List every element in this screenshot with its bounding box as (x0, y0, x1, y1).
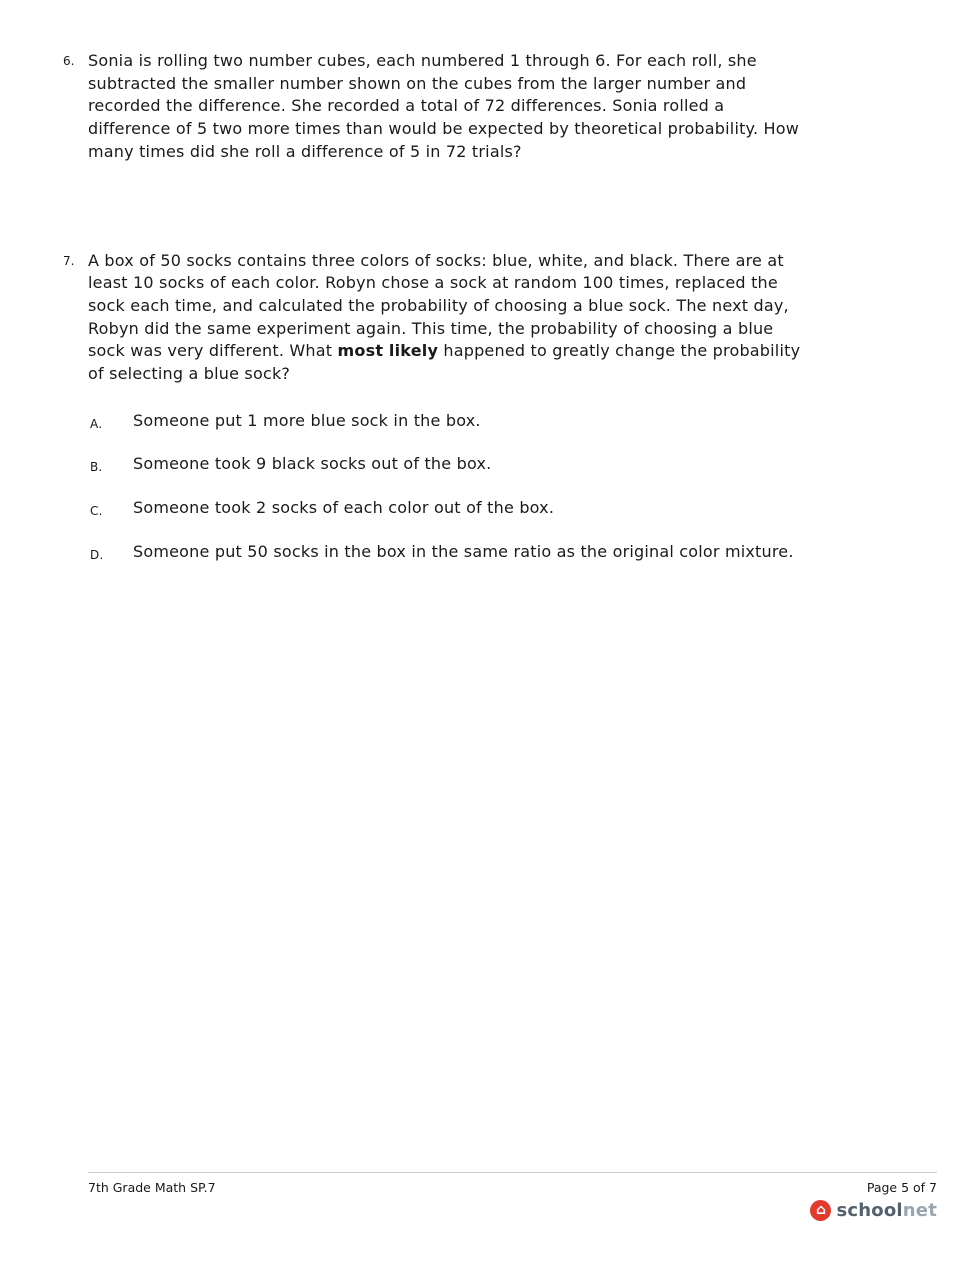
question-7-body (88, 250, 812, 584)
question-7 (63, 250, 979, 584)
question-7-number: 7. (63, 253, 75, 268)
choice-b-text: Someone took 9 black socks out of the box. (133, 454, 492, 474)
schoolnet-house-icon: ⌂ (810, 1200, 831, 1221)
choice-c-letter: C. (90, 504, 103, 519)
question-7-text-after: happened to greatly change the probability of selecting a blue sock? (88, 341, 801, 384)
choice-a-text: Someone put 1 more blue sock in the box. (133, 410, 481, 430)
choice-a (88, 409, 812, 436)
choice-d (88, 540, 812, 567)
footer-page-number: Page 5 of 7 (866, 1180, 937, 1195)
question-7-text (88, 251, 800, 384)
question-6 (63, 50, 979, 164)
page-content (0, 0, 979, 584)
choice-a-letter: A. (90, 416, 103, 431)
choice-c (88, 496, 812, 523)
question-7-text-before: A box of 50 socks contains three colors of socks: blue, white, and black. There are at least 10 socks of each color. Robyn chose a sock at random 100 times, replaced the sock each time, and calculated the probability of choosing a blue sock. The next day, Robyn did the same experiment again. This time, the probability of choosing a blue sock was very different. What (88, 250, 789, 361)
schoolnet-logo-school: school (836, 1200, 903, 1221)
question-6-body (88, 50, 812, 164)
choice-b (88, 452, 812, 479)
question-6-text: Sonia is rolling two number cubes, each numbered 1 through 6. For each roll, she subtracted the smaller number shown on the cubes from the larger number and recorded the difference. She recorded a total of 72 differences. Sonia rolled a difference of 5 two more times than would be expected by theoretical probability. How many times did she roll a difference of 5 in 72 trials? (88, 51, 800, 161)
footer-doc-title: 7th Grade Math SP.7 (88, 1180, 216, 1195)
schoolnet-logo (810, 1200, 937, 1221)
choice-d-text: Someone put 50 socks in the box in the same ratio as the original color mixture. (133, 541, 794, 561)
choice-d-letter: D. (90, 547, 104, 562)
answer-choices (88, 409, 812, 567)
page-footer (88, 1172, 937, 1221)
choice-b-letter: B. (90, 460, 103, 475)
schoolnet-logo-text (836, 1200, 937, 1221)
footer-row (88, 1173, 937, 1195)
schoolnet-logo-net: net (902, 1200, 937, 1221)
question-6-number: 6. (63, 54, 75, 68)
question-7-bold-phrase: most likely (337, 341, 439, 361)
choice-c-text: Someone took 2 socks of each color out of the box. (133, 498, 555, 518)
